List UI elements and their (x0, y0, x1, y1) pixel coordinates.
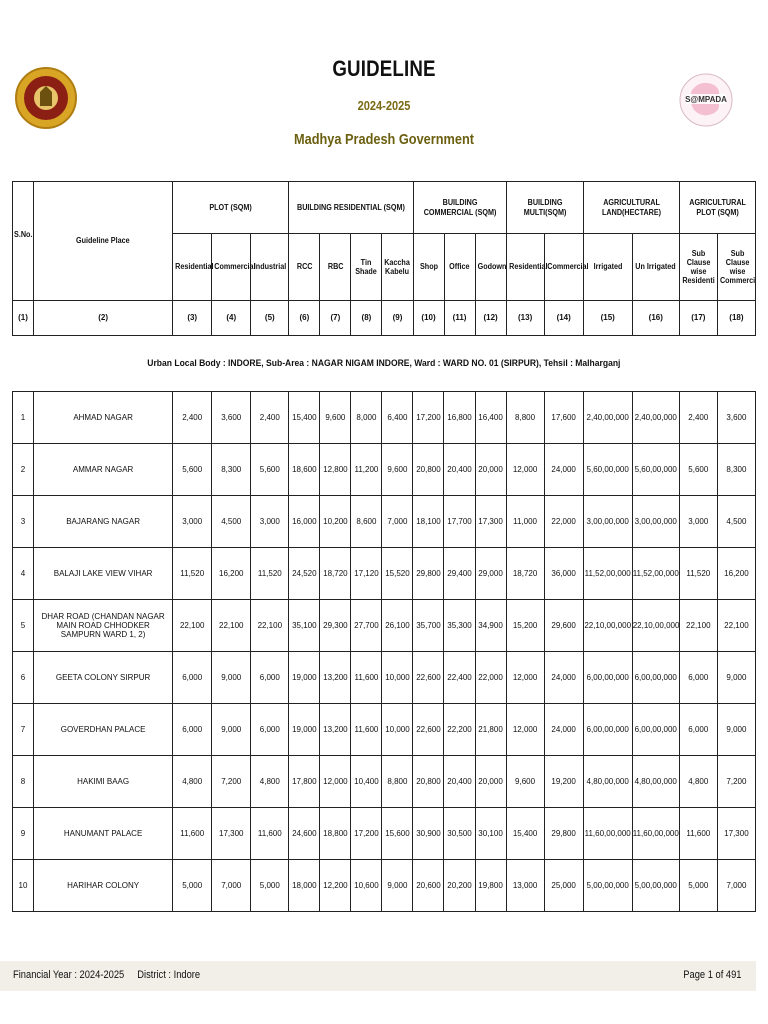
rate-cell: 35,300 (444, 600, 475, 652)
rate-cell: 11,600 (173, 808, 212, 860)
rate-cell: 8,300 (212, 444, 251, 496)
header-tin-shade: Tin Shade (351, 234, 382, 301)
rate-cell: 19,000 (289, 652, 320, 704)
rate-cell: 17,200 (351, 808, 382, 860)
rate-cell: 4,800 (251, 756, 289, 808)
rate-cell: 5,60,00,000 (632, 444, 679, 496)
rate-cell: 11,200 (351, 444, 382, 496)
rate-cell: 11,000 (506, 496, 544, 548)
rate-cell: 6,400 (382, 392, 413, 444)
row-serial-number: 3 (13, 496, 34, 548)
rate-cell: 20,200 (444, 860, 475, 912)
rate-cell: 22,10,00,000 (583, 600, 632, 652)
header-rcc: RCC (289, 234, 320, 301)
rate-cell: 3,00,00,000 (583, 496, 632, 548)
header-kaccha-kabelu: Kaccha Kabelu (382, 234, 413, 301)
column-number: (14) (544, 301, 583, 336)
header-plot: PLOT (SQM) (173, 182, 289, 234)
rate-cell: 36,000 (544, 548, 583, 600)
column-number-row (13, 301, 756, 336)
rate-cell: 34,900 (475, 600, 506, 652)
header-building-commercial: BUILDING COMMERCIAL (SQM) (413, 182, 506, 234)
column-number: (11) (444, 301, 475, 336)
rate-cell: 13,000 (506, 860, 544, 912)
table-row (13, 600, 756, 652)
rate-cell: 5,600 (173, 444, 212, 496)
rate-cell: 17,120 (351, 548, 382, 600)
rate-cell: 21,800 (475, 704, 506, 756)
column-number: (2) (34, 301, 173, 336)
rate-cell: 35,100 (289, 600, 320, 652)
rate-cell: 30,100 (475, 808, 506, 860)
rate-cell: 12,000 (506, 444, 544, 496)
rate-cell: 5,600 (251, 444, 289, 496)
header-un-irrigated: Un Irrigated (632, 234, 679, 301)
row-serial-number: 6 (13, 652, 34, 704)
header-plot-residential: Residential (173, 234, 212, 301)
header-agricultural-plot: AGRICULTURAL PLOT (SQM) (679, 182, 755, 234)
guideline-place-cell: HAKIMI BAAG (34, 756, 173, 808)
table-row (13, 756, 756, 808)
column-number: (15) (583, 301, 632, 336)
guideline-place-cell: HARIHAR COLONY (34, 860, 173, 912)
column-number: (7) (320, 301, 351, 336)
guideline-place-cell: GOVERDHAN PALACE (34, 704, 173, 756)
rate-cell: 29,600 (544, 600, 583, 652)
rate-cell: 9,000 (212, 652, 251, 704)
guideline-place-cell: BALAJI LAKE VIEW VIHAR (34, 548, 173, 600)
rate-cell: 22,200 (444, 704, 475, 756)
rate-cell: 16,800 (444, 392, 475, 444)
rate-cell: 3,00,00,000 (632, 496, 679, 548)
rate-cell: 10,000 (382, 704, 413, 756)
rate-cell: 11,520 (679, 548, 717, 600)
rate-cell: 22,100 (173, 600, 212, 652)
rate-cell: 15,600 (382, 808, 413, 860)
rate-cell: 20,400 (444, 756, 475, 808)
rate-cell: 20,800 (413, 444, 444, 496)
header-plot-commercial: Commercial (212, 234, 251, 301)
guideline-place-cell: AHMAD NAGAR (34, 392, 173, 444)
rate-cell: 4,80,00,000 (632, 756, 679, 808)
column-number: (12) (475, 301, 506, 336)
rate-cell: 17,300 (717, 808, 755, 860)
header-shop: Shop (413, 234, 444, 301)
rate-cell: 3,600 (212, 392, 251, 444)
rate-cell: 16,000 (289, 496, 320, 548)
page-year: 2024-2025 (357, 98, 411, 113)
rate-cell: 8,800 (382, 756, 413, 808)
header-godown: Godown (475, 234, 506, 301)
column-number: (6) (289, 301, 320, 336)
guideline-place-cell: BAJARANG NAGAR (34, 496, 173, 548)
column-number: (9) (382, 301, 413, 336)
rate-cell: 6,00,00,000 (583, 652, 632, 704)
rate-cell: 13,200 (320, 652, 351, 704)
table-row (13, 444, 756, 496)
rate-cell: 4,800 (173, 756, 212, 808)
rate-cell: 3,600 (717, 392, 755, 444)
header-multi-commercial: Commercial (544, 234, 583, 301)
row-serial-number: 5 (13, 600, 34, 652)
row-serial-number: 8 (13, 756, 34, 808)
rate-cell: 7,200 (717, 756, 755, 808)
rate-cell: 20,000 (475, 756, 506, 808)
rate-cell: 2,400 (251, 392, 289, 444)
header-building-residential: BUILDING RESIDENTIAL (SQM) (289, 182, 413, 234)
rate-cell: 22,600 (413, 704, 444, 756)
column-number: (16) (632, 301, 679, 336)
rate-cell: 17,800 (289, 756, 320, 808)
column-number: (13) (506, 301, 544, 336)
rate-cell: 22,10,00,000 (632, 600, 679, 652)
rate-cell: 11,600 (251, 808, 289, 860)
guideline-place-cell: HANUMANT PALACE (34, 808, 173, 860)
rate-cell: 3,000 (173, 496, 212, 548)
rate-cell: 30,900 (413, 808, 444, 860)
rate-cell: 11,60,00,000 (632, 808, 679, 860)
rate-cell: 20,800 (413, 756, 444, 808)
page-government: Madhya Pradesh Government (294, 131, 474, 148)
rate-cell: 16,200 (717, 548, 755, 600)
rate-cell: 20,000 (475, 444, 506, 496)
rate-cell: 35,700 (413, 600, 444, 652)
header-building-multi: BUILDING MULTI(SQM) (506, 182, 583, 234)
column-number: (17) (679, 301, 717, 336)
guideline-place-cell: GEETA COLONY SIRPUR (34, 652, 173, 704)
column-number: (10) (413, 301, 444, 336)
header-irrigated: Irrigated (583, 234, 632, 301)
table-row (13, 808, 756, 860)
rate-cell: 6,000 (679, 704, 717, 756)
rate-cell: 11,520 (251, 548, 289, 600)
rate-cell: 8,800 (506, 392, 544, 444)
header-multi-residential: Residential (506, 234, 544, 301)
rate-cell: 5,60,00,000 (583, 444, 632, 496)
rate-cell: 15,200 (506, 600, 544, 652)
rate-cell: 24,600 (289, 808, 320, 860)
rate-cell: 17,600 (544, 392, 583, 444)
rate-cell: 12,800 (320, 444, 351, 496)
rate-cell: 29,000 (475, 548, 506, 600)
rate-cell: 10,600 (351, 860, 382, 912)
rate-cell: 9,000 (212, 704, 251, 756)
column-number: (5) (251, 301, 289, 336)
header-sub-clause-residential: Sub Clause wise Residenti (679, 234, 717, 301)
rate-cell: 19,800 (475, 860, 506, 912)
table-row (13, 860, 756, 912)
rate-cell: 7,000 (212, 860, 251, 912)
header-plot-industrial: Industrial (251, 234, 289, 301)
rate-cell: 29,400 (444, 548, 475, 600)
rate-cell: 9,000 (717, 704, 755, 756)
rate-cell: 24,000 (544, 704, 583, 756)
guideline-place-cell: DHAR ROAD (CHANDAN NAGAR MAIN ROAD CHHODKER SAMPURN WARD 1, 2) (34, 600, 173, 652)
row-serial-number: 7 (13, 704, 34, 756)
rate-cell: 22,600 (413, 652, 444, 704)
rate-cell: 7,200 (212, 756, 251, 808)
guideline-table-body (12, 391, 756, 912)
rate-cell: 7,000 (382, 496, 413, 548)
rate-cell: 24,000 (544, 444, 583, 496)
rate-cell: 6,000 (173, 652, 212, 704)
rate-cell: 2,400 (173, 392, 212, 444)
rate-cell: 29,800 (413, 548, 444, 600)
rate-cell: 22,100 (717, 600, 755, 652)
rate-cell: 7,000 (717, 860, 755, 912)
rate-cell: 22,100 (212, 600, 251, 652)
header-guideline-place: Guideline Place (34, 182, 173, 301)
rate-cell: 5,000 (251, 860, 289, 912)
rate-cell: 29,300 (320, 600, 351, 652)
rate-cell: 9,000 (717, 652, 755, 704)
rate-cell: 22,400 (444, 652, 475, 704)
rate-cell: 6,00,00,000 (632, 652, 679, 704)
column-number: (8) (351, 301, 382, 336)
rate-cell: 3,000 (251, 496, 289, 548)
rate-cell: 5,00,00,000 (583, 860, 632, 912)
rate-cell: 30,500 (444, 808, 475, 860)
rate-cell: 10,000 (382, 652, 413, 704)
table-row (13, 548, 756, 600)
header-office: Office (444, 234, 475, 301)
rate-cell: 4,500 (717, 496, 755, 548)
rate-cell: 12,000 (506, 652, 544, 704)
column-number: (1) (13, 301, 34, 336)
rate-cell: 18,800 (320, 808, 351, 860)
rate-cell: 29,800 (544, 808, 583, 860)
rate-cell: 11,52,00,000 (632, 548, 679, 600)
header-sno: S.No. (13, 182, 34, 301)
table-row (13, 704, 756, 756)
table-row (13, 652, 756, 704)
rate-cell: 8,000 (351, 392, 382, 444)
rate-cell: 22,100 (251, 600, 289, 652)
column-number: (4) (212, 301, 251, 336)
rate-cell: 11,600 (351, 704, 382, 756)
header-agricultural-land: AGRICULTURAL LAND(HECTARE) (583, 182, 679, 234)
rate-cell: 13,200 (320, 704, 351, 756)
row-serial-number: 2 (13, 444, 34, 496)
rate-cell: 11,60,00,000 (583, 808, 632, 860)
svg-text:S@MPADA: S@MPADA (685, 95, 727, 104)
rate-cell: 15,400 (506, 808, 544, 860)
rate-cell: 2,40,00,000 (583, 392, 632, 444)
rate-cell: 18,000 (289, 860, 320, 912)
rate-cell: 5,600 (679, 444, 717, 496)
rate-cell: 3,000 (679, 496, 717, 548)
rate-cell: 9,600 (382, 444, 413, 496)
rate-cell: 5,000 (173, 860, 212, 912)
guideline-table-header (12, 181, 756, 336)
rate-cell: 20,600 (413, 860, 444, 912)
rate-cell: 6,00,00,000 (632, 704, 679, 756)
rate-cell: 11,600 (679, 808, 717, 860)
rate-cell: 5,00,00,000 (632, 860, 679, 912)
rate-cell: 25,000 (544, 860, 583, 912)
rate-cell: 8,600 (351, 496, 382, 548)
rate-cell: 6,000 (173, 704, 212, 756)
rate-cell: 16,200 (212, 548, 251, 600)
rate-cell: 18,720 (506, 548, 544, 600)
rate-cell: 2,40,00,000 (632, 392, 679, 444)
rate-cell: 19,200 (544, 756, 583, 808)
rate-cell: 6,000 (251, 652, 289, 704)
rate-cell: 5,000 (679, 860, 717, 912)
row-serial-number: 9 (13, 808, 34, 860)
rate-cell: 24,000 (544, 652, 583, 704)
page-header (0, 0, 768, 170)
header-rbc: RBC (320, 234, 351, 301)
rate-cell: 15,520 (382, 548, 413, 600)
rate-cell: 4,80,00,000 (583, 756, 632, 808)
rate-cell: 17,200 (413, 392, 444, 444)
rate-cell: 17,700 (444, 496, 475, 548)
rate-cell: 6,000 (251, 704, 289, 756)
rate-cell: 20,400 (444, 444, 475, 496)
header-sub-clause-commercial: Sub Clause wise Commerci (717, 234, 755, 301)
rate-cell: 22,000 (544, 496, 583, 548)
rate-cell: 11,52,00,000 (583, 548, 632, 600)
rate-cell: 22,000 (475, 652, 506, 704)
rate-cell: 16,400 (475, 392, 506, 444)
rate-cell: 11,520 (173, 548, 212, 600)
rate-cell: 27,700 (351, 600, 382, 652)
rate-cell: 18,720 (320, 548, 351, 600)
rate-cell: 12,000 (506, 704, 544, 756)
rate-cell: 12,000 (320, 756, 351, 808)
row-serial-number: 1 (13, 392, 34, 444)
row-serial-number: 10 (13, 860, 34, 912)
rate-cell: 22,100 (679, 600, 717, 652)
rate-cell: 24,520 (289, 548, 320, 600)
rate-cell: 6,00,00,000 (583, 704, 632, 756)
footer-financial-year: Financial Year : 2024-2025 District : Indore (13, 969, 201, 981)
rate-cell: 15,400 (289, 392, 320, 444)
rate-cell: 18,600 (289, 444, 320, 496)
footer-page-number: Page 1 of 491 (683, 969, 742, 981)
rate-cell: 2,400 (679, 392, 717, 444)
page-footer (0, 961, 756, 991)
row-serial-number: 4 (13, 548, 34, 600)
table-row (13, 392, 756, 444)
sampada-logo (678, 44, 734, 154)
rate-cell: 26,100 (382, 600, 413, 652)
rate-cell: 19,000 (289, 704, 320, 756)
rate-cell: 17,300 (475, 496, 506, 548)
guideline-place-cell: AMMAR NAGAR (34, 444, 173, 496)
rate-cell: 10,200 (320, 496, 351, 548)
rate-cell: 17,300 (212, 808, 251, 860)
page-title: GUIDELINE (332, 56, 436, 81)
rate-cell: 4,500 (212, 496, 251, 548)
rate-cell: 9,600 (320, 392, 351, 444)
rate-cell: 9,000 (382, 860, 413, 912)
rate-cell: 6,000 (679, 652, 717, 704)
rate-cell: 9,600 (506, 756, 544, 808)
rate-cell: 4,800 (679, 756, 717, 808)
column-number: (3) (173, 301, 212, 336)
urban-local-body-line: Urban Local Body : INDORE, Sub-Area : NAGAR NIGAM INDORE, Ward : WARD NO. 01 (SIRPUR), Tehsil : Malharganj (147, 358, 621, 369)
rate-cell: 8,300 (717, 444, 755, 496)
rate-cell: 18,100 (413, 496, 444, 548)
rate-cell: 11,600 (351, 652, 382, 704)
rate-cell: 12,200 (320, 860, 351, 912)
rate-cell: 10,400 (351, 756, 382, 808)
table-row (13, 496, 756, 548)
column-number: (18) (717, 301, 755, 336)
